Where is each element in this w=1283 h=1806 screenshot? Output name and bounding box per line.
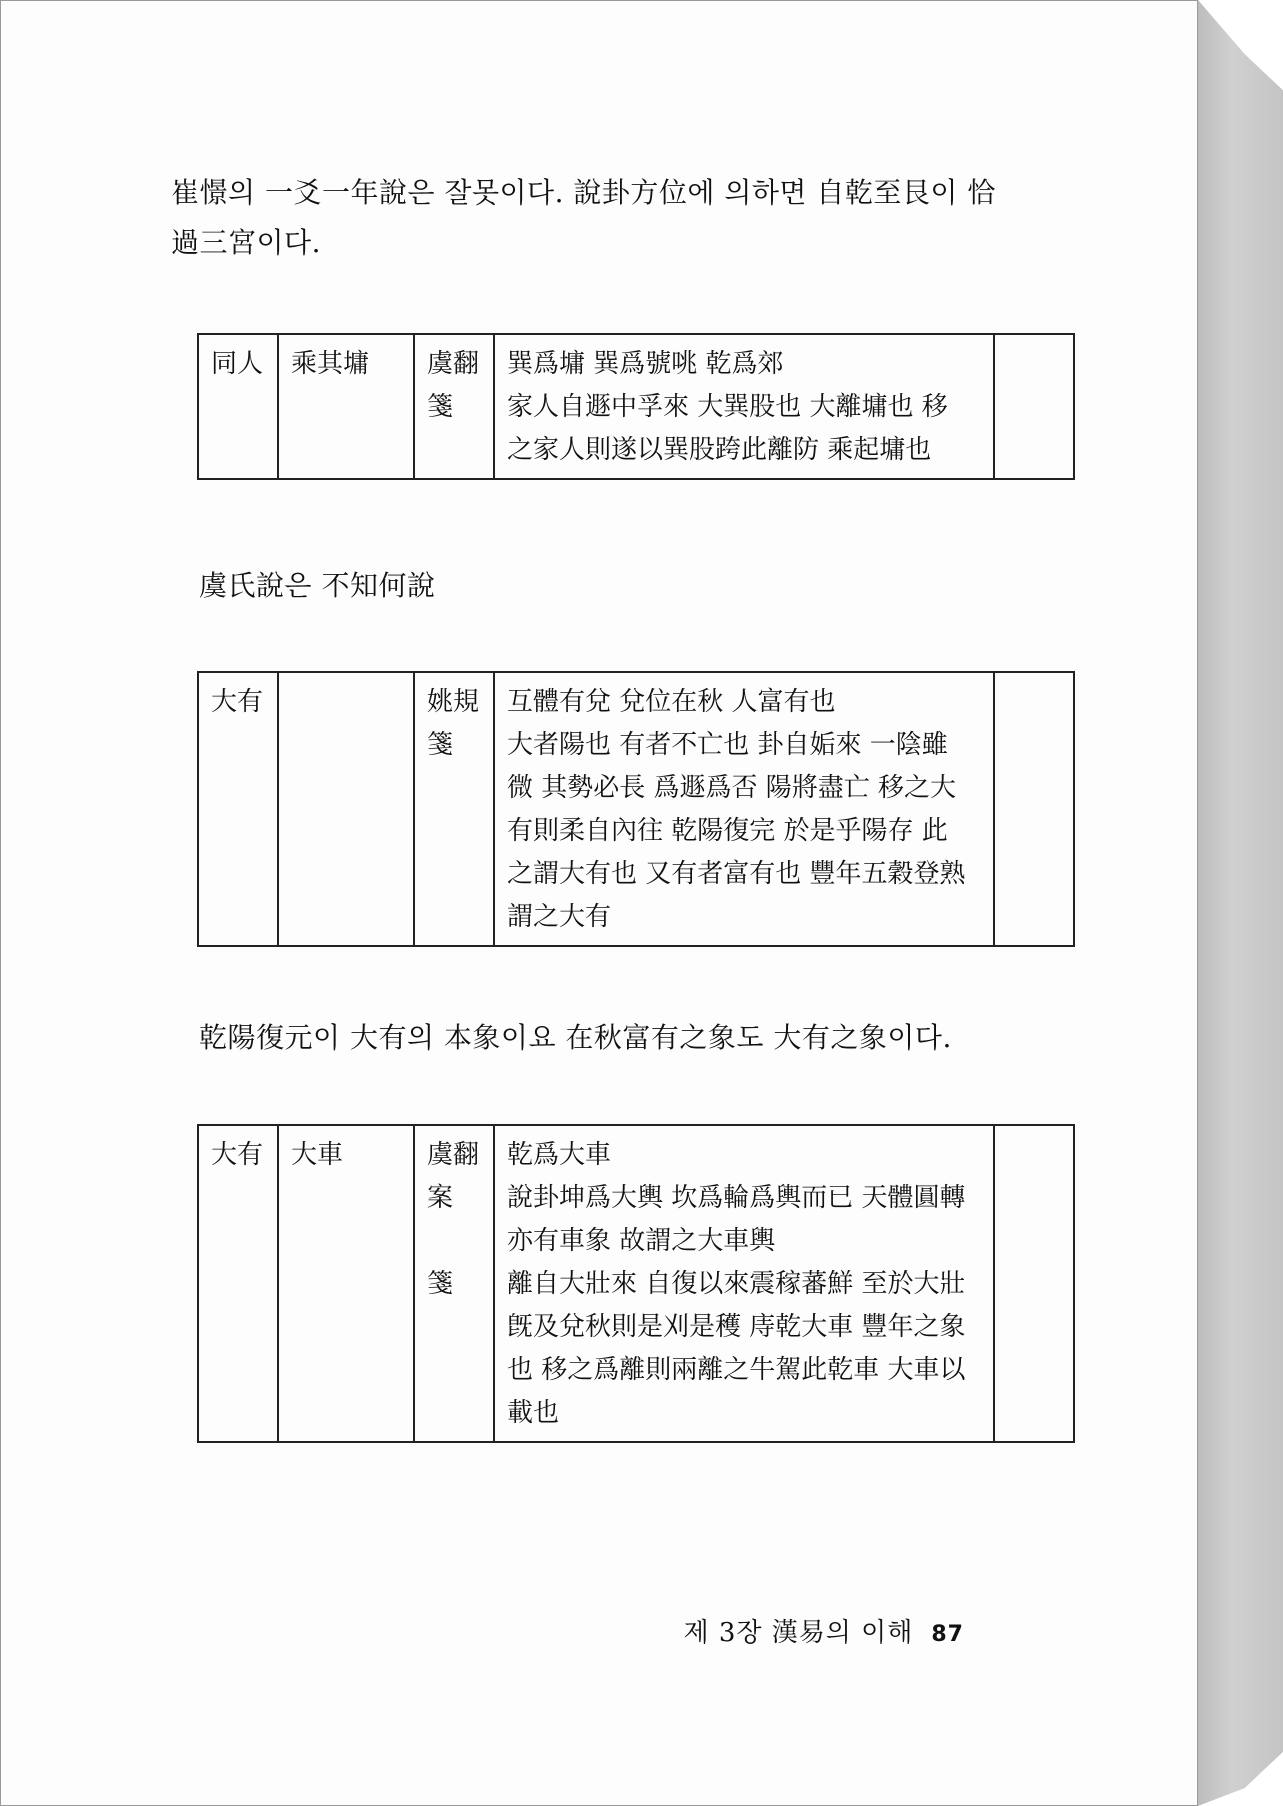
table-3-hexagram: 大有	[198, 1125, 278, 1442]
page-edge-shadow	[1198, 0, 1283, 1806]
table-3	[197, 1124, 1075, 1443]
commentary-line: 乾爲大車	[507, 1140, 612, 1170]
commentary-line: 之家人則遂以巽股跨此離防 乘起墉也	[507, 435, 932, 465]
commentary-line: 巽爲墉 巽爲號咷 乾爲郊	[507, 349, 784, 379]
source-line: 箋	[427, 730, 454, 760]
paragraph-1-line-2: 過三宮이다.	[171, 226, 321, 259]
page-number: 87	[931, 1622, 964, 1647]
commentary-line: 說卦坤爲大輿 坎爲輪爲輿而已 天體圓轉	[507, 1183, 966, 1213]
paragraph-2: 虞氏說은 不知何說	[199, 569, 436, 602]
table-row	[198, 334, 1074, 479]
table-1-commentary	[494, 334, 994, 479]
paragraph-1-line-1: 崔憬의 一爻一年說은 잘못이다. 說卦方位에 의하면 自乾至艮이 恰	[171, 176, 996, 209]
table-1	[197, 333, 1075, 480]
source-line: 姚規	[427, 687, 480, 717]
commentary-line: 微 其勢必長 爲遯爲否 陽將盡亡 移之大	[507, 773, 957, 803]
source-line: 箋	[427, 392, 454, 422]
commentary-line: 也 移之爲離則兩離之牛駕此乾車 大車以	[507, 1355, 966, 1385]
table-3-commentary	[494, 1125, 994, 1442]
source-line: 案	[427, 1183, 454, 1213]
commentary-line: 載也	[507, 1398, 560, 1428]
table-3-empty-cell	[994, 1125, 1074, 1442]
paragraph-3: 乾陽復元이 大有의 本象이요 在秋富有之象도 大有之象이다.	[199, 1021, 952, 1054]
table-row	[198, 672, 1074, 946]
page-footer	[683, 1612, 964, 1649]
chapter-title: 제 3장 漢易의 이해	[683, 1618, 914, 1648]
commentary-line: 有則柔自內往 乾陽復完 於是乎陽存 此	[507, 816, 948, 846]
source-line: 虞翻	[427, 1140, 480, 1170]
table-1-hexagram: 同人	[198, 334, 278, 479]
table-2-empty-cell	[994, 672, 1074, 946]
paragraph-1	[171, 168, 996, 268]
commentary-line: 旣及兌秋則是刈是穫 庤乾大車 豐年之象	[507, 1312, 966, 1342]
table-3-source	[414, 1125, 494, 1442]
source-spacer	[427, 1220, 483, 1263]
commentary-line: 之謂大有也 又有者富有也 豐年五穀登熟	[507, 859, 966, 889]
table-2-source	[414, 672, 494, 946]
table-2-commentary	[494, 672, 994, 946]
commentary-line: 謂之大有	[507, 902, 612, 932]
table-1-source	[414, 334, 494, 479]
commentary-line: 大者陽也 有者不亡也 卦自姤來 一陰雖	[507, 730, 948, 760]
table-2-hexagram: 大有	[198, 672, 278, 946]
commentary-line: 離自大壯來 自復以來震稼蕃鮮 至於大壯	[507, 1269, 966, 1299]
table-2	[197, 671, 1075, 947]
commentary-line: 家人自遯中孚來 大巽股也 大離墉也 移	[507, 392, 948, 422]
commentary-line: 互體有兌 兌位在秋 人富有也	[507, 687, 836, 717]
table-row	[198, 1125, 1074, 1442]
table-1-phrase: 乘其墉	[278, 334, 414, 479]
table-1-empty-cell	[994, 334, 1074, 479]
table-3-phrase: 大車	[278, 1125, 414, 1442]
commentary-line: 亦有車象 故謂之大車輿	[507, 1226, 776, 1256]
source-line: 虞翻	[427, 349, 480, 379]
table-2-phrase	[278, 672, 414, 946]
source-line: 箋	[427, 1269, 454, 1299]
